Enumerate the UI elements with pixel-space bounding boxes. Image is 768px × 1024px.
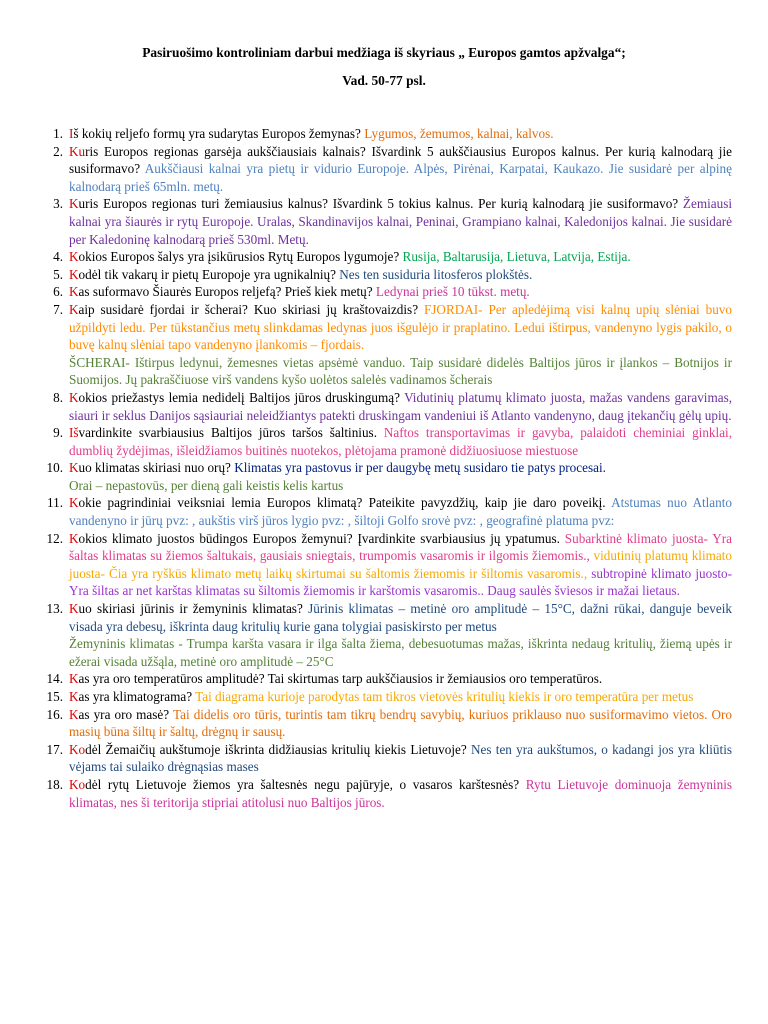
answer-text: Vidutinių platumų klimato juosta, mažas vandens garavimas, siauri ir seklus Danijos sąsiauriai neleidžiantys patekti druskingam vandeniui iš Atlanto vandenyno, daug įtekančių gėlų upių. [69,389,732,423]
question-item [30,776,732,811]
question-initial: K [69,601,79,617]
answer-text: Rytu Lietuvoje dominuoja žemyninis klimatas, nes ši teritorija stipriai atitolusi nuo Baltijos jūros. [69,776,732,810]
question-text: uris Europos regionas turi žemiausius kalnus? Išvardink 5 tokius kalnus. Per kurią kalnodarą jie susiformavo? [78,196,679,212]
question-initial: K [69,266,79,282]
question-number: 8. [53,389,63,405]
question-initial: K [69,671,79,687]
question-item [30,706,732,741]
answer-text: Aukščiausi kalnai yra pietų ir vidurio Europoje. Alpės, Pirėnai, Karpatai, Kaukazo. Jie susidarė per alpinę kalnodarą prieš 65mln. metų. [69,161,732,194]
question-number: 14. [46,671,63,687]
answer-text: subtropinė klimato juosto- Yra šiltas ar net karštas klimatas su šiltomis žiemomis ir karštomis vasaromis.. Daug saulės šviesos ir mažai lietaus. [69,565,732,599]
question-text: š kokių reljefo formų yra sudarytas Europos žemynas? [73,126,361,141]
question-number: 12. [46,530,63,546]
question-number: 5. [53,266,63,282]
answer-text: Atstumas nuo Atlanto vandenyno ir jūrų pvz: , aukštis virš jūros lygio pvz: , šiltoji Golfo srovė pvz: , geografinė platuma pvz: [69,495,732,529]
question-text: okios klimato juostos būdingos Europos žemynui? Įvardinkite svarbiausius jų ypatumus. [78,530,560,546]
answer-text: Žemyninis klimatas - Trumpa karšta vasara ir ilga šalta žiema, debesuotumas mažas, iškrinta nedaug kritulių, žiemą upės ir ežerai visada užšąla, metinė oro amplitudė – 25°C [69,636,732,669]
question-text: as yra oro masė? [78,706,170,722]
question-number: 1. [53,126,63,141]
question-number: 15. [46,689,63,704]
question-text: as yra oro temperatūros amplitudė? [78,671,265,687]
question-item [30,389,732,424]
question-number: 11. [47,495,63,511]
question-item [30,125,732,143]
question-initial: K [69,689,79,704]
answer-text: Klimatas yra pastovus ir per daugybę metų susidaro tie patys procesai. [230,460,606,476]
answer-text: Orai – nepastovūs, per dieną gali keistis kelis kartus [69,477,344,493]
question-initial: K [69,495,79,511]
answer-text: Lygumos, žemumos, kalnai, kalvos. [360,126,554,141]
question-number: 10. [46,460,63,476]
document-subtitle: Vad. 50-77 psl. [342,73,426,88]
question-item [30,143,732,196]
answer-text: Tai didelis oro tūris, turintis tam tikrų bendrų savybių, kuriuos priklauso nuo susiformavimo vietos. Oro masių būna šiltų ir šaltų, drėgnų ir sausų. [69,706,732,740]
answer-text: Tai skirtumas tarp aukščiausios ir žemiausios oro temperatūros. [264,671,603,687]
question-number: 2. [53,143,63,159]
question-initial: K [69,284,79,300]
question-item [30,195,732,248]
question-initial: K [69,460,79,476]
answer-text: Nes ten susiduria litosferos plokštės. [335,266,533,282]
question-text: dėl rytų Lietuvoje žiemos yra šaltesnės negu pajūryje, o vasaros karštesnės? [85,776,520,792]
question-initial: Ko [69,741,86,757]
question-item [30,283,732,301]
question-text: odėl tik vakarų ir pietų Europoje yra ugnikalnių? [78,266,336,282]
answer-text: Ledynai prieš 10 tūkst. metų. [372,284,530,300]
question-item [30,600,732,670]
question-initial: Iš [69,425,79,441]
question-text: as suformavo Šiaurės Europos reljefą? Prieš kiek metų? [78,284,373,300]
question-number: 13. [46,601,63,617]
answer-text: FJORDAI- Per apledėjimą visi kalnų upių slėniai buvo užpildyti ledu. Per tūkstančius metų slinkdamas ledynas juos išgulėjo ir praplatino. Ledui ištirpus, vandenyno lygis pakilo, o buvę kalnų slėniai tapo vandenyno įlankomis – fjordais. [69,301,732,353]
question-text: aip susidarė fjordai ir šcherai? Kuo skiriasi jų kraštovaizdis? [78,301,419,317]
document-title: Pasiruošimo kontroliniam darbui medžiaga iš skyriaus „ Europos gamtos apžvalga“; [142,45,626,60]
question-text: dėl Žemaičių aukštumoje iškrinta didžiausias kritulių kiekis Lietuvoje? [85,741,467,757]
question-text: ris Europos regionas garsėja aukščiausiais kalnais? Išvardink 5 aukščiausius Europos kalnus. Per kurią kalnodarą jie susiformavo? [69,143,732,177]
answer-text: Nes ten yra aukštumos, o kadangi jos yra kliūtis vėjams tai sulaiko drėgnąsias mases [69,741,732,775]
question-number: 16. [46,706,63,722]
question-text: uo klimatas skiriasi nuo orų? [78,460,231,476]
question-item [30,248,732,266]
question-initial: I [69,126,74,141]
question-item [30,494,732,529]
answer-text: Tai diagrama kurioje parodytas tam tikros vietovės kritulių kiekis ir oro temperatūra per metus [192,689,694,704]
question-item [30,670,732,688]
question-text: okios Europos šalys yra įsikūrusios Rytų Europos lygumoje? [78,249,400,265]
answer-text: Subarktinė klimato juosta- Yra šaltas klimatas su žiemos šaltukais, gausiais sniegtais, trumpomis vasaromis ir ilgomis žiemomis., [69,530,732,564]
question-item [30,424,732,459]
question-initial: Ko [69,776,86,792]
question-item [30,741,732,776]
question-text: okios priežastys lemia nedidelį Baltijos jūros druskingumą? [78,389,400,405]
question-text: vardinkite svarbiausius Baltijos jūros taršos šaltinius. [78,425,377,441]
question-item [30,301,732,389]
answer-text: Rusija, Baltarusija, Lietuva, Latvija, Estija. [399,249,631,265]
question-initial: K [69,301,79,317]
question-number: 7. [53,301,63,317]
question-item [30,459,732,494]
answer-text: Naftos transportavimas ir gavyba, palaidoti cheminiai ginklai, dumblių žydėjimas, išleidžiamos buitinės nuotekos, plėtojama pramonė didžiuosiuose miestuose [69,425,733,458]
answer-text: ŠCHERAI- Ištirpus ledynui, žemesnes vietas apsėmė vanduo. Taip susidarė didelės Baltijos jūros ir įlankos – Botnijos ir Suomijos. Jų pakraščiuose virš vandens kyšo uolėtos salelės vadinamos šcherais [69,354,732,388]
question-number: 4. [53,249,63,265]
answer-text: Žemiausi kalnai yra šiaurės ir rytų Europoje. Uralas, Skandinavijos kalnai, Peninai, Grampiano kalnai, Kaledonijos kalnai. Jie susidarė per Kaledoninę kalnodarą prieš 530ml. Metų. [69,196,732,247]
question-item [30,688,732,706]
question-text: uo skiriasi jūrinis ir žemyninis klimatas? [78,601,303,617]
question-initial: K [69,389,79,405]
question-initial: K [69,706,79,722]
question-initial: Ku [69,143,86,159]
question-list [30,125,732,811]
answer-text: vidutinių platumų klimato juosta- Čia yra ryškūs klimato metų laikų skirtumai su šaltomis žiemomis ir šiltomis vasaromis., [69,548,732,581]
question-initial: K [69,249,79,265]
question-number: 17. [46,741,63,757]
question-text: as yra klimatograma? [78,689,193,704]
question-initial: K [69,196,79,212]
question-number: 18. [46,776,63,792]
answer-text: Jūrinis klimatas – metinė oro amplitudė – 15°C, dažni rūkai, danguje beveik visada yra debesų, iškrinta daug kritulių kurie gana tolygiai pasiskirsto per metus [69,601,732,634]
question-item [30,266,732,284]
question-number: 9. [53,425,63,441]
question-text: okie pagrindiniai veiksniai lemia Europos klimatą? Pateikite pavyzdžių, kaip jie daro poveikį. [78,495,606,511]
question-initial: K [69,530,79,546]
question-item [30,530,732,600]
question-number: 3. [53,196,63,212]
question-number: 6. [53,284,63,300]
